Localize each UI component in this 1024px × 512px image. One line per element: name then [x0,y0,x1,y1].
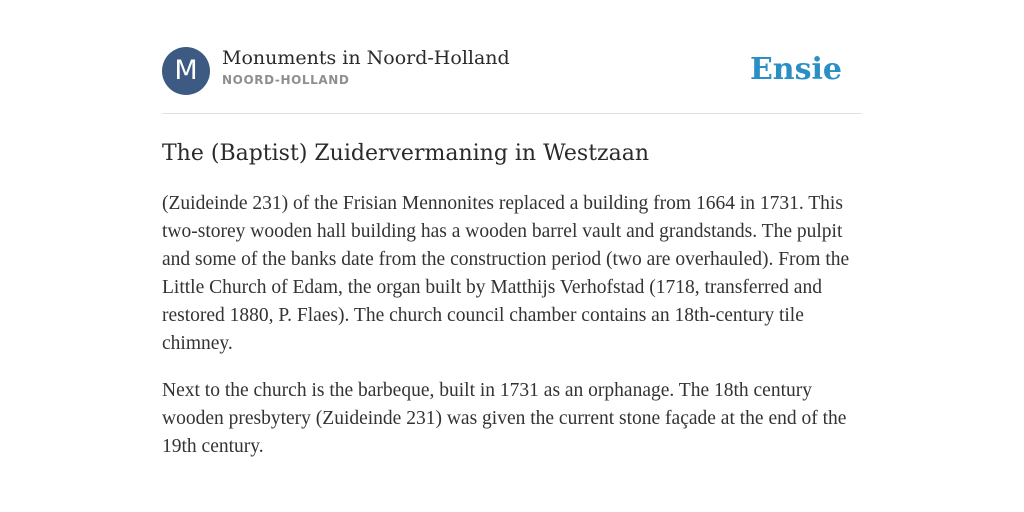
article-card [162,44,862,461]
page-header [162,44,862,114]
article-paragraph-1: (Zuideinde 231) of the Frisian Mennonites replaced a building from 1664 in 1731. This two-storey wooden hall building has a wooden barrel vault and grandstands. The pulpit and some of the banks date from the construction period (two are overhauled). From the Little Church of Edam, the organ built by Matthijs Verhofstad (1718, transferred and restored 1880, P. Flaes). The church council chamber contains an 18th-century tile chimney. [162,193,850,354]
header-text [222,46,510,87]
article-paragraph-2: Next to the church is the barbeque, built in 1731 as an orphanage. The 18th century wooden presbytery (Zuideinde 231) was given the current stone façade at the end of the 19th century. [162,380,847,457]
avatar[interactable]: M [162,47,210,95]
site-title[interactable]: Monuments in Noord-Holland [222,47,510,69]
brand-logo[interactable]: Ensie [749,52,842,87]
region-label[interactable]: NOORD-HOLLAND [222,73,350,87]
article-title: The (Baptist) Zuidervermaning in Westzaan [162,141,650,166]
